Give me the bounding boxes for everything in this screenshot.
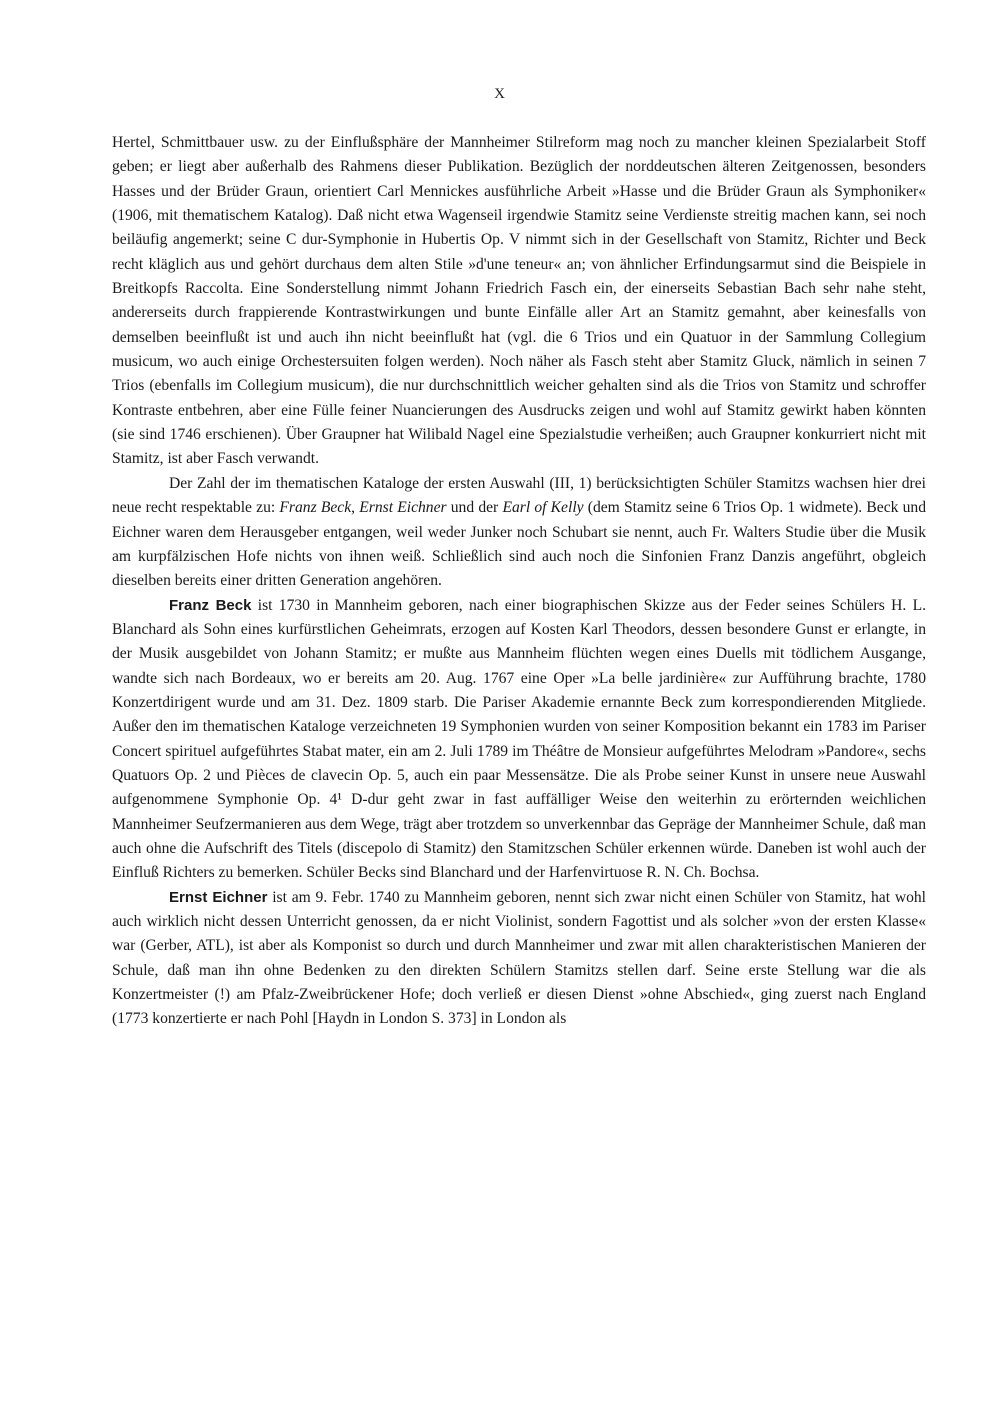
paragraph-text: ist 1730 in Mannheim geboren, nach einer biographischen Skizze aus der Feder seines Schülers H. L. Blanchard als Sohn eines kurfürstlichen Geheimrats, erzogen auf Kosten Karl Theodors, dessen besondere Gunst er erlangte, in der Musik ausgebildet von Johann Stamitz; er mußte aus Mannheim flüchten wegen eines Duells mit tödlichem Ausgange, wandte sich nach Bordeaux, wo er bereits am 20. Aug. 1767 eine Oper »La belle jardinière« zur Aufführung brachte, 1780 Konzertdirigent wurde und am 31. Dez. 1809 starb. Die Pariser Akademie ernannte Beck zum korrespondierenden Mitgliede. Außer den im thematischen Kataloge verzeichneten 19 Symphonien wurden von seiner Komposition bekannt ein 1783 im Pariser Concert spirituel aufgeführtes Stabat mater, ein am 2. Juli 1789 im Théâtre de Monsieur aufgeführtes Melodram »Pandore«, sechs Quatuors Op. 2 und Pièces de clavecin Op. 5, auch ein paar Messensätze. Die als Probe seiner Kunst in unsere neue Auswahl aufgenommene Symphonie Op. 4¹ D-dur geht zwar in fast auffälliger Weise den weiterhin zu erörternden weichlichen Mannheimer Seufzermanieren aus dem Wege, trägt aber trotzdem so unverkennbar das Gepräge der Mannheimer Schule, daß man auch ohne die Aufschrift des Titels (discepolo di Stamitz) den Stamitzschen Schüler erkennen würde. Daneben ist wohl auch der Einfluß Richters zu bemerken. Schüler Becks sind Blanchard und der Harfenvirtuose R. N. Ch. Bochsa.: [112, 596, 926, 882]
paragraph-hertel: [112, 131, 926, 472]
paragraph-ernst-eichner: [112, 886, 926, 1032]
page-number: X: [494, 86, 506, 102]
paragraph-text: ist am 9. Febr. 1740 zu Mannheim geboren, nennt sich zwar nicht einen Schüler von Stamitz, hat wohl auch wirklich nicht dessen Unterricht genossen, da er nicht Violinist, sondern Fagottist und als solcher »von der ersten Klasse« war (Gerber, ATL), ist aber als Komponist so durch und durch Mannheimer und zwar mit allen charakteristischen Manieren der Schule, daß man ihn ohne Bedenken zu den direkten Schülern Stamitzs stellen darf. Seine erste Stellung war die als Konzertmeister (!) am Pfalz-Zweibrückener Hofe; doch verließ er diesen Dienst »ohne Abschied«, ging zuerst nach England (1773 konzertierte er nach Pohl [Haydn in London S. 373] in London als: [112, 888, 927, 1028]
heading-franz-beck: Franz Beck: [169, 596, 252, 614]
paragraph-text: Hertel, Schmittbauer usw. zu der Einflußsphäre der Mannheimer Stilreform mag noch zu mancher kleinen Spezialarbeit Stoff geben; er liegt aber außerhalb des Rahmens dieser Publikation. Bezüglich der norddeutschen älteren Zeitgenossen, besonders Hasses und der Brüder Graun, orientiert Carl Mennickes ausführliche Arbeit »Hasse und die Brüder Graun als Symphoniker« (1906, mit thematischem Katalog). Daß nicht etwa Wagenseil irgendwie Stamitz seine Verdienste streitig machen kann, sei noch beiläufig angemerkt; seine C dur-Symphonie in Hubertis Op. V nimmt sich in der Gesellschaft von Stamitz, Richter und Beck recht kläglich aus und gehört durchaus dem alten Stile »d'une teneur« an; von ähnlicher Erfindungsarmut sind die Beispiele in Breitkopfs Raccolta. Eine Sonderstellung nimmt Johann Friedrich Fasch ein, der einerseits Sebastian Bach sehr nahe steht, andererseits durch frappierende Kontrastwirkungen und bunte Einfälle aller Art an Stamitz gemahnt, aber keinesfalls von demselben beeinflußt ist und auch ihn nicht beeinflußt hat (vgl. die 6 Trios und ein Quatuor in der Sammlung Collegium musicum, wo auch einige Orchestersuiten folgen werden). Noch näher als Fasch steht aber Stamitz Gluck, nämlich in seinen 7 Trios (ebenfalls im Collegium musicum), die nur durchschnittlich weicher gehalten sind als die Trios von Stamitz und schroffer Kontraste entbehren, aber eine Fülle feiner Nuancierungen des Ausdrucks zeigen und wohl auf Stamitz gewirkt haben könnten (sie sind 1746 erschienen). Über Graupner hat Wilibald Nagel eine Spezialstudie verheißen; auch Graupner konkurriert nicht mit Stamitz, ist aber Fasch verwandt.: [112, 134, 926, 468]
heading-ernst-eichner: Ernst Eichner: [169, 888, 268, 906]
paragraph-text: (dem Stamitz seine 6 Trios Op. 1 widmete). Beck und Eichner waren dem Herausgeber entgangen, weil weder Junker noch Schubart sie nennt, auch Fr. Walters Studie über die Musik am kurpfälzischen Hofe nichts von ihnen weiß. Schließlich sind auch noch die Sinfonien Franz Danzis angeführt, obgleich dieselben bereits einer dritten Generation angehören.: [112, 499, 927, 590]
paragraph-franz-beck: [112, 594, 926, 886]
name-franz-beck: Franz Beck: [279, 499, 352, 517]
name-earl-of-kelly: Earl of Kelly: [502, 499, 584, 517]
paragraph-text: Der Zahl der im thematischen Kataloge der ersten Auswahl (III, 1) berücksichtigten Schüler Stamitzs wachsen hier drei neue recht respektable zu:: [112, 474, 926, 517]
body-text: [112, 131, 926, 1032]
paragraph-text: ,: [351, 499, 360, 517]
name-ernst-eichner: Ernst Eichner: [359, 499, 447, 517]
paragraph-pupils: [112, 472, 926, 594]
paragraph-text: und der: [446, 499, 503, 517]
